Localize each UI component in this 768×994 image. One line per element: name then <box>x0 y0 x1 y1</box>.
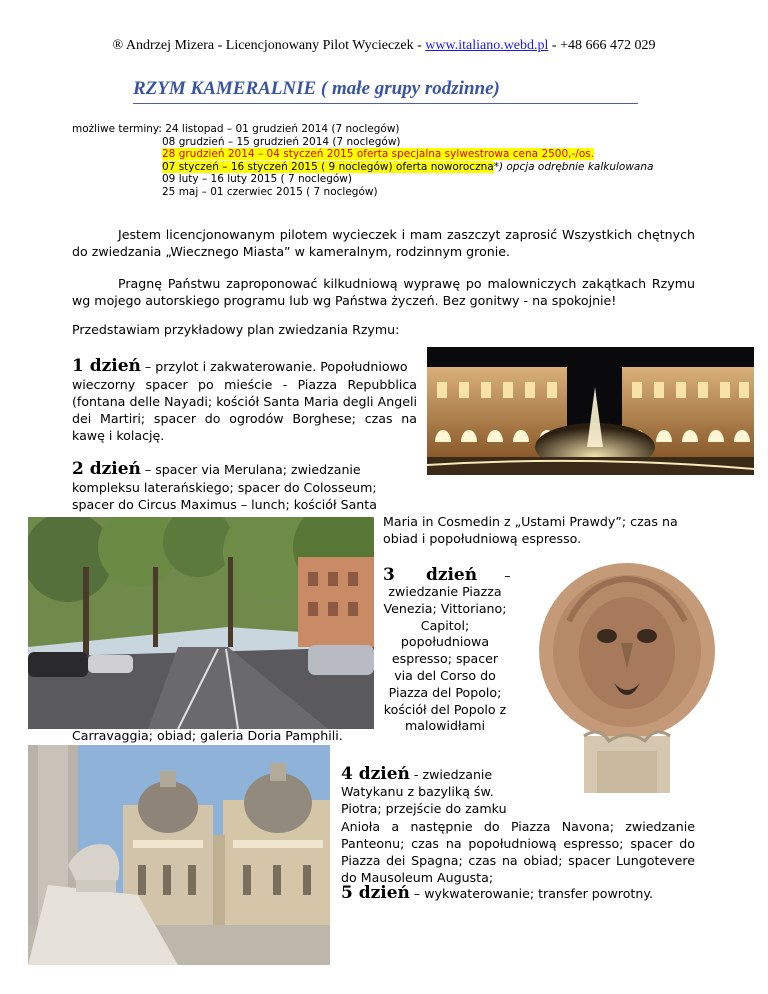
day3-label: 3 <box>383 565 395 585</box>
day3-line8: kościół del Popolo z <box>383 701 507 717</box>
day3-line5: espresso; spacer <box>391 651 499 667</box>
plan-intro: Przedstawiam przykładowy plan zwiedzania Rzymu: <box>72 322 400 337</box>
day4-first-line <box>341 764 521 784</box>
page-title: RZYM KAMERALNIE ( małe grupy rodzinne) <box>133 78 638 104</box>
day3-text <box>370 584 520 735</box>
day5-text: – wykwaterowanie; transfer powrotny. <box>409 886 653 901</box>
day3-label2: dzień <box>425 565 478 585</box>
day3-line7: Piazza del Popolo; <box>388 684 502 700</box>
day1-rest: wieczorny spacer po mieście - Piazza Repubblica (fontana delle Nayadi; kościół Santa Maria degli Angeli dei Martiri; spacer do ogrodów Borghese; czas na kawę i kolację. <box>72 377 417 443</box>
terms-list <box>72 123 653 199</box>
day4-line3: Piotra; przejście do zamku <box>341 801 507 816</box>
day4-first: - zwiedzanie <box>409 767 493 782</box>
term-4-newyear: 07 styczeń – 16 styczeń 2015 ( 9 noclegów) oferta noworoczna <box>162 160 494 173</box>
day3-tail: Carravaggia; obiad; galeria Doria Pamphili. <box>72 728 343 743</box>
day4-label: 4 dzień <box>341 764 410 784</box>
day4-line2: Watykanu z bazyliką św. <box>341 784 494 799</box>
day2-line5: obiad i popołudniową espresso. <box>383 531 582 546</box>
day4-rest: Anioła a następnie do Piazza Navona; zwiedzanie Panteonu; czas na popołudniową espresso; spacer do Piazza dei Spagna; czas na obiad; spacer Lungotevere do Mausoleum Augusta; <box>341 819 695 885</box>
day2-first: – spacer via Merulana; zwiedzanie <box>140 462 361 477</box>
term-4-note: *) opcja odrębnie kalkulowana <box>493 160 654 173</box>
terms-label: możliwe terminy: <box>72 123 166 135</box>
day3-line2: Venezia; Vittoriano; <box>383 600 507 616</box>
header-prefix: ® Andrzej Mizera - Licencjonowany Pilot Wycieczek - <box>112 38 426 53</box>
day2-line4: Maria in Cosmedin z „Ustami Prawdy”; czas na <box>383 514 678 529</box>
photo-via-merulana <box>28 517 374 729</box>
day3-line4: popołudniowa <box>400 634 490 650</box>
day3-line6: via del Corso do <box>394 667 496 683</box>
day2-first-line <box>72 459 417 479</box>
intro-paragraph-2: Pragnę Państwu zaproponować kilkudniową wyprawę po malowniczych zakątkach Rzymu wg mojego autorskiego programu lub wg Państwa życzeń. Bez gonitwy - na spokojnie! <box>72 276 695 308</box>
day1-first-line <box>72 356 417 376</box>
term-2: 08 grudzień – 15 grudzień 2014 (7 noclegów) <box>162 135 401 148</box>
day2-line3: spacer do Circus Maximus – lunch; kościół Santa <box>72 497 377 512</box>
website-link[interactable]: www.italiano.webd.pl <box>425 38 549 53</box>
term-1: 24 listopad – 01 grudzień 2014 (7 noclegów) <box>165 123 400 135</box>
day2-line2: kompleksu laterańskiego; spacer do Colosseum; <box>72 480 377 495</box>
term-6: 25 maj – 01 czerwiec 2015 ( 7 noclegów) <box>162 185 378 198</box>
intro-paragraph-1: Jestem licencjonowanym pilotem wycieczek i mam zaszczyt zaprosić Wszystkich chętnych do zwiedzania „Wiecznego Miasta” w kameralnym, rodzinnym gronie. <box>72 227 695 259</box>
photo-bocca-della-verita <box>529 561 724 793</box>
day5-label: 5 dzień <box>341 883 410 903</box>
term-5: 09 luty – 16 luty 2015 ( 7 noclegów) <box>162 173 352 186</box>
page-header <box>0 38 768 54</box>
day2-label: 2 dzień <box>72 459 141 479</box>
day3-line3: Capitol; <box>420 617 470 633</box>
day3-heading <box>383 565 518 585</box>
header-suffix: - +48 666 472 029 <box>548 38 656 53</box>
day3-line9: malowidłami <box>404 718 486 734</box>
day5-line <box>341 883 701 903</box>
day3-line1: zwiedzanie Piazza <box>388 584 502 599</box>
photo-piazza-del-popolo <box>28 745 330 965</box>
day1-label: 1 dzień <box>72 356 141 376</box>
day3-dash: – <box>504 568 511 583</box>
photo-piazza-repubblica <box>427 347 754 475</box>
term-3-special: 28 grudzień 2014 – 04 styczeń 2015 oferta specjalna sylwestrowa cena 2500,-/os. <box>162 148 595 161</box>
day1-first: – przylot i zakwaterowanie. Popołudniowo <box>140 359 408 374</box>
